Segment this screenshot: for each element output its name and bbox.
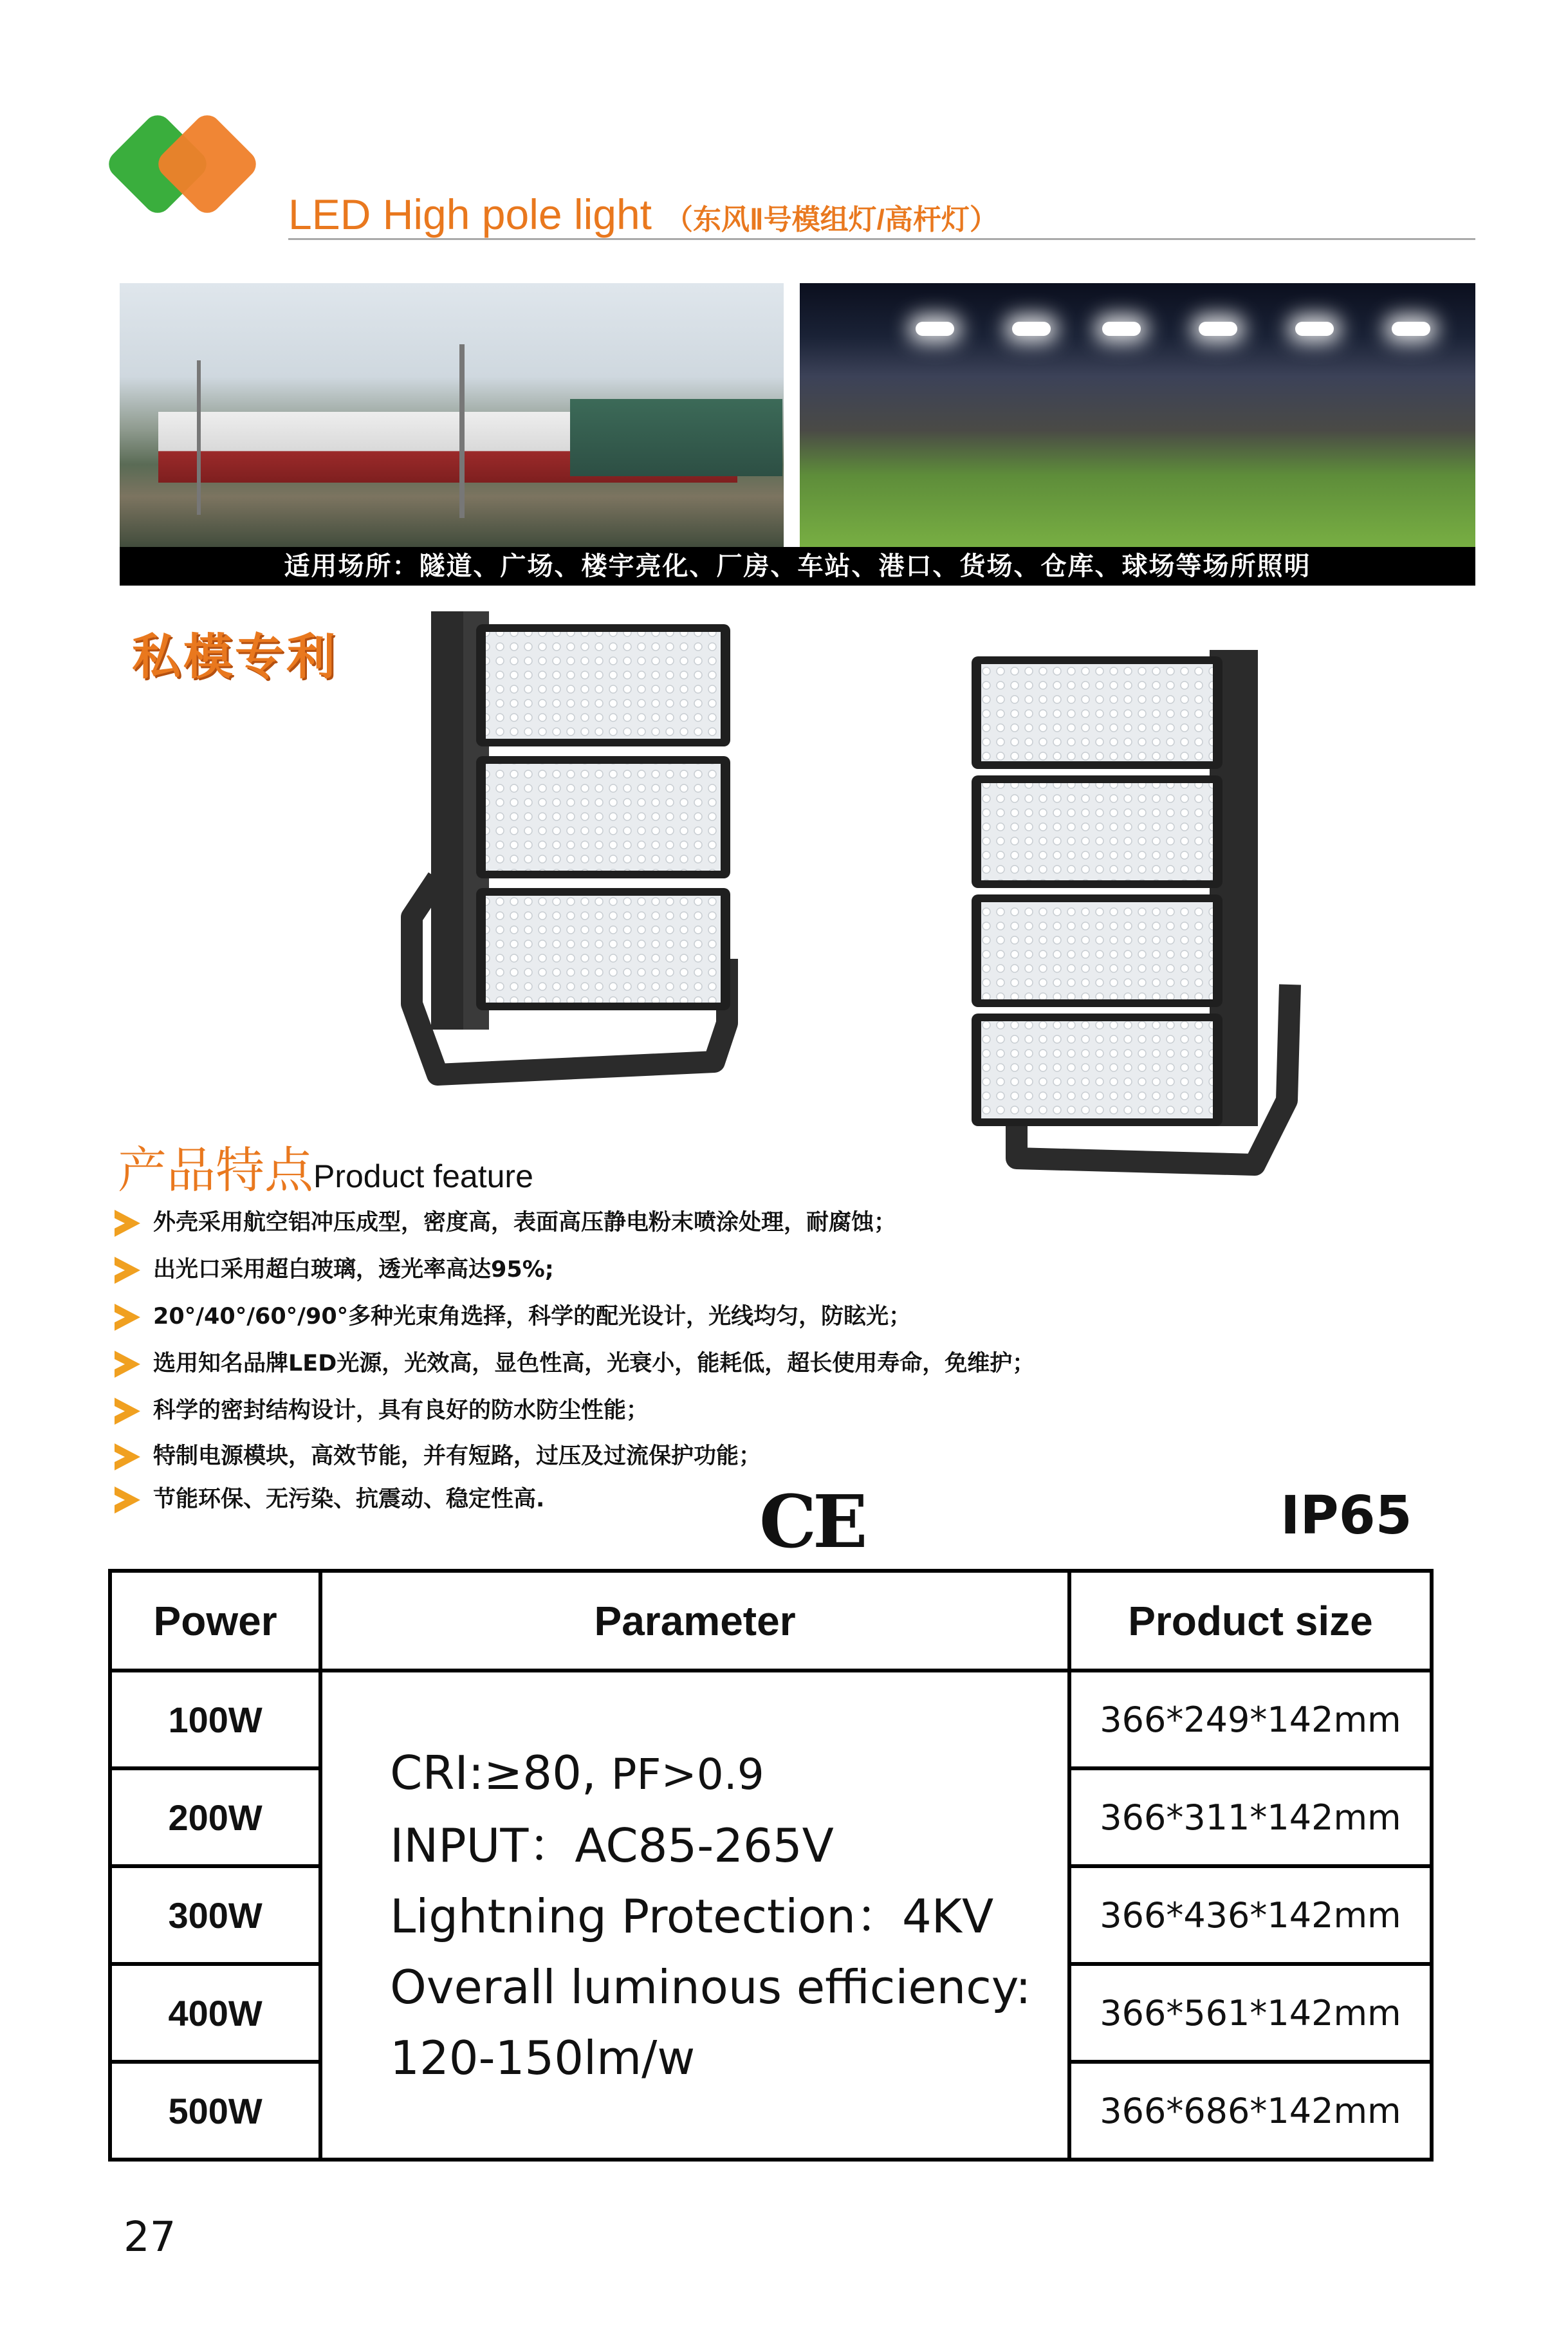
header-parameter: Parameter xyxy=(320,1571,1069,1671)
feature-item-text: 节能环保、无污染、抗震动、稳定性高. xyxy=(153,1486,545,1512)
title-text: LED High pole light xyxy=(288,190,652,238)
stadium-light xyxy=(916,322,954,336)
feature-item-text: 出光口采用超白玻璃，透光率高达95%; xyxy=(153,1257,554,1282)
ce-mark: CE xyxy=(759,1480,864,1564)
feature-heading xyxy=(118,1131,533,1201)
arrow-icon xyxy=(115,1486,140,1514)
stadium-light xyxy=(1102,322,1141,336)
feature-item-text: 科学的密封结构设计，具有良好的防水防尘性能； xyxy=(153,1398,649,1423)
light-pole xyxy=(459,344,465,518)
feature-item-text: 外壳采用航空铝冲压成型，密度高，表面高压静电粉末喷涂处理，耐腐蚀； xyxy=(153,1210,897,1236)
arrow-icon xyxy=(115,1351,140,1378)
product-image-3-module xyxy=(380,611,779,1120)
power-cell: 400W xyxy=(110,1964,320,2062)
feature-item-text: 特制电源模块，高效节能，并有短路，过压及过流保护功能； xyxy=(153,1443,762,1469)
arrow-icon xyxy=(115,1257,140,1284)
size-cell: 366*561*142mm xyxy=(1069,1964,1432,2062)
stadium-light xyxy=(1392,322,1430,336)
size-cell: 366*686*142mm xyxy=(1069,2062,1432,2160)
title-subtitle: （东风Ⅱ号模组灯/高杆灯） xyxy=(665,204,998,236)
stadium-light xyxy=(1199,322,1237,336)
feature-item xyxy=(115,1205,896,1237)
param-cri: CRI:≥80, xyxy=(390,1745,596,1800)
light-pole xyxy=(197,360,201,515)
table-header-row xyxy=(110,1571,1432,1671)
application-caption: 适用场所：隧道、广场、楼宇亮化、厂房、车站、港口、货场、仓库、球场等场所照明 xyxy=(120,547,1475,586)
size-cell: 366*436*142mm xyxy=(1069,1866,1432,1964)
param-line-cri xyxy=(390,1737,1067,1810)
feature-title-en: Product feature xyxy=(313,1158,533,1194)
product-image-4-module xyxy=(965,650,1325,1184)
port-photo xyxy=(120,283,784,550)
power-cell: 200W xyxy=(110,1768,320,1866)
page-number: 27 xyxy=(124,2214,176,2261)
power-cell: 300W xyxy=(110,1866,320,1964)
feature-item-text: 选用知名品牌LED光源，光效高，显色性高，光衰小，能耗低，超长使用寿命，免维护； xyxy=(153,1351,1035,1376)
size-cell: 366*311*142mm xyxy=(1069,1768,1432,1866)
feature-item xyxy=(115,1299,911,1331)
stadium-light xyxy=(1295,322,1334,336)
param-efficiency-label: Overall luminous efficiency: xyxy=(390,1959,1031,2014)
spec-table xyxy=(108,1569,1434,2162)
feature-item xyxy=(115,1481,544,1514)
arrow-icon xyxy=(115,1398,140,1425)
feature-item xyxy=(115,1346,1035,1378)
stadium-light xyxy=(1012,322,1051,336)
container-ship-shape xyxy=(570,399,782,476)
size-cell: 366*249*142mm xyxy=(1069,1671,1432,1768)
param-efficiency-value: 120-150lm/w xyxy=(390,2030,696,2085)
page-title xyxy=(288,190,998,239)
arrow-icon xyxy=(115,1443,140,1470)
feature-item xyxy=(115,1252,554,1284)
ip-rating: IP65 xyxy=(1280,1485,1412,1546)
parameter-cell xyxy=(320,1671,1069,2160)
param-lightning: Lightning Protection：4KV xyxy=(390,1889,994,1943)
param-pf: PF>0.9 xyxy=(611,1749,764,1799)
stadium-photo xyxy=(800,283,1475,550)
table-row xyxy=(110,1671,1432,1768)
feature-item xyxy=(115,1393,649,1425)
patent-label: 私模专利 xyxy=(132,628,338,685)
power-cell: 500W xyxy=(110,2062,320,2160)
arrow-icon xyxy=(115,1210,140,1237)
param-input: INPUT：AC85-265V xyxy=(390,1818,834,1873)
power-cell: 100W xyxy=(110,1671,320,1768)
feature-title-cn: 产品特点 xyxy=(118,1142,313,1199)
arrow-icon xyxy=(115,1304,140,1331)
feature-item xyxy=(115,1438,761,1470)
header-power: Power xyxy=(110,1571,320,1671)
header-divider xyxy=(288,238,1475,240)
header-size: Product size xyxy=(1069,1571,1432,1671)
feature-item-text: 20°/40°/60°/90°多种光束角选择，科学的配光设计，光线均匀，防眩光； xyxy=(153,1304,912,1329)
